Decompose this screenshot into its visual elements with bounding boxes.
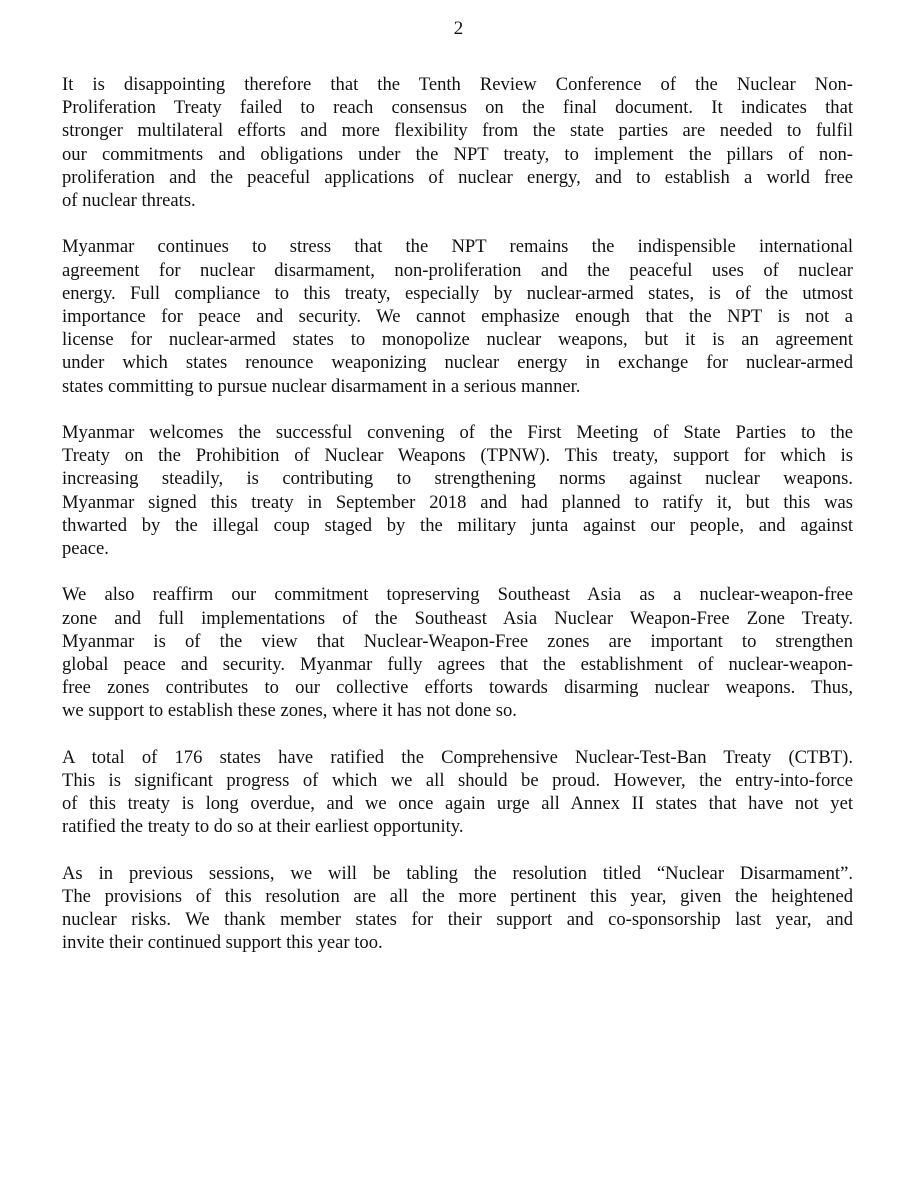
text-line: Myanmar continues to stress that the NPT remains the indispensible international — [62, 236, 853, 258]
text-line: The provisions of this resolution are all the more pertinent this year, given the heightened — [62, 886, 853, 908]
text-line: ratified the treaty to do so at their earliest opportunity. — [62, 816, 464, 838]
text-line: Myanmar welcomes the successful convening of the First Meeting of State Parties to the — [62, 422, 853, 444]
text-line: nuclear risks. We thank member states for their support and co-sponsorship last year, and — [62, 909, 853, 931]
text-line: As in previous sessions, we will be tabling the resolution titled “Nuclear Disarmament”. — [62, 862, 853, 884]
text-line: proliferation and the peaceful applications of nuclear energy, and to establish a world free — [62, 166, 853, 188]
text-line: Myanmar is of the view that Nuclear-Weapon-Free zones are important to strengthen — [62, 630, 853, 652]
page-number: 2 — [453, 18, 464, 39]
text-line: of this treaty is long overdue, and we once again urge all Annex II states that have not yet — [62, 793, 853, 815]
text-line: license for nuclear-armed states to monopolize nuclear weapons, but it is an agreement — [62, 329, 853, 351]
text-line: zone and full implementations of the Southeast Asia Nuclear Weapon-Free Zone Treaty. — [62, 607, 853, 629]
paragraph — [62, 235, 853, 397]
text-line: of nuclear threats. — [62, 190, 196, 212]
text-line: we support to establish these zones, where it has not done so. — [62, 700, 517, 722]
text-line: Myanmar signed this treaty in September 2018 and had planned to ratify it, but this was — [62, 491, 853, 513]
text-line: thwarted by the illegal coup staged by the military junta against our people, and against — [62, 514, 853, 536]
text-line: peace. — [62, 538, 109, 560]
text-line: This is significant progress of which we all should be proud. However, the entry-into-force — [62, 770, 853, 792]
paragraph — [62, 862, 853, 955]
text-line: Treaty on the Prohibition of Nuclear Weapons (TPNW). This treaty, support for which is — [62, 445, 853, 467]
text-line: increasing steadily, is contributing to strengthening norms against nuclear weapons. — [62, 468, 853, 490]
text-line: We also reaffirm our commitment topreserving Southeast Asia as a nuclear-weapon-free — [62, 584, 853, 606]
text-line: global peace and security. Myanmar fully agrees that the establishment of nuclear-weapon- — [62, 654, 853, 676]
text-line: Proliferation Treaty failed to reach consensus on the final document. It indicates that — [62, 97, 853, 119]
paragraph — [62, 746, 853, 839]
text-line: under which states renounce weaponizing nuclear energy in exchange for nuclear-armed — [62, 352, 853, 374]
document-body — [62, 73, 853, 978]
text-line: states committing to pursue nuclear disarmament in a serious manner. — [62, 375, 581, 397]
text-line: free zones contributes to our collective efforts towards disarming nuclear weapons. Thus, — [62, 677, 853, 699]
text-line: our commitments and obligations under the NPT treaty, to implement the pillars of non- — [62, 143, 853, 165]
text-line: stronger multilateral efforts and more flexibility from the state parties are needed to fulfil — [62, 120, 853, 142]
paragraph — [62, 421, 853, 560]
text-line: energy. Full compliance to this treaty, especially by nuclear-armed states, is of the utmost — [62, 282, 853, 304]
text-line: A total of 176 states have ratified the Comprehensive Nuclear-Test-Ban Treaty (CTBT). — [62, 746, 853, 768]
text-line: It is disappointing therefore that the Tenth Review Conference of the Nuclear Non- — [62, 74, 853, 95]
text-line: importance for peace and security. We cannot emphasize enough that the NPT is not a — [62, 306, 853, 328]
text-line: invite their continued support this year too. — [62, 932, 383, 954]
paragraph — [62, 73, 853, 212]
paragraph — [62, 583, 853, 722]
text-line: agreement for nuclear disarmament, non-proliferation and the peaceful uses of nuclear — [62, 259, 853, 281]
